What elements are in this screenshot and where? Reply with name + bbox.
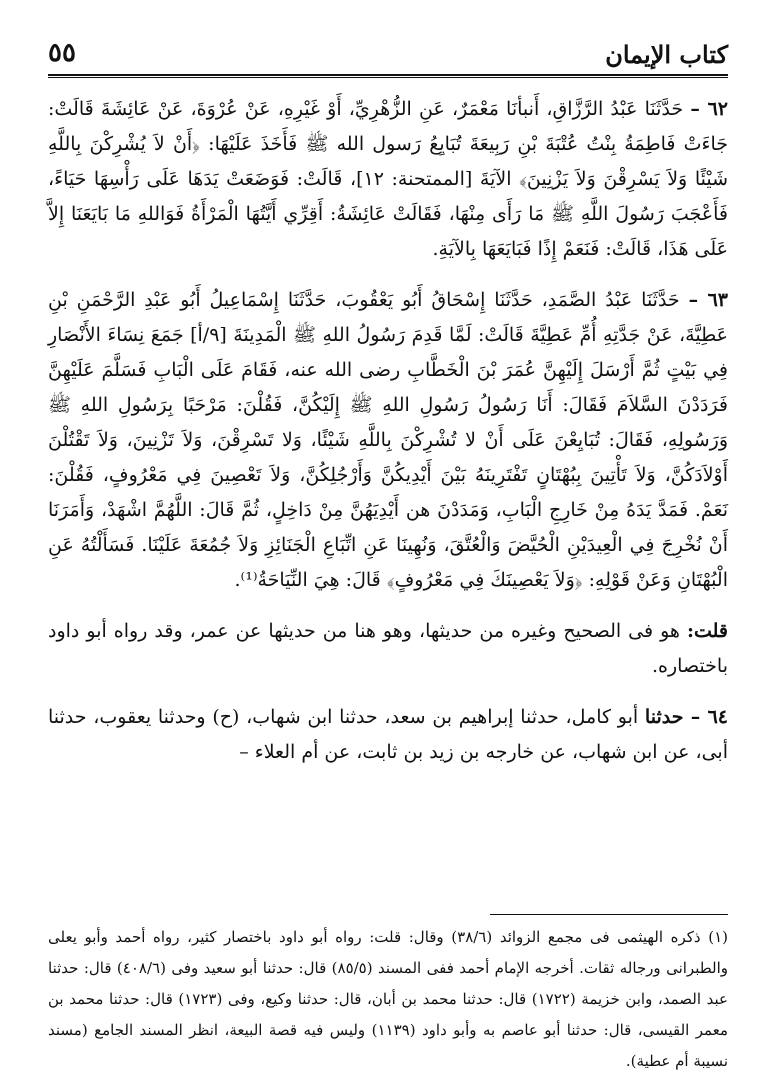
commentary-label: قلت: bbox=[686, 620, 728, 642]
book-title: كتاب الإيمان bbox=[605, 40, 728, 69]
header-rule-thin bbox=[48, 77, 728, 78]
footnote-rule bbox=[490, 914, 728, 915]
hadith-64 bbox=[48, 700, 728, 770]
hadith-number: ٦٣ – bbox=[688, 289, 728, 311]
commentary-text: هو فى الصحيح وغيره من حديثها، وهو هنا من حديثها عن عمر، وقد رواه أبو داود باختصاره. bbox=[48, 620, 728, 677]
page-body bbox=[48, 92, 728, 786]
page-header bbox=[48, 34, 728, 74]
hadith-62 bbox=[48, 92, 728, 267]
hadith-text: حَدَّثَنَا عَبْدُ الصَّمَدِ، حَدَّثَنَا إِسْحَاقُ أَبُو يَعْقُوبَ، حَدَّثَنَا إِسْمَاعِيلُ أَبُو عَبْدِ الرَّحْمَنِ بْنِ عَطِيَّةَ، عَنْ جَدَّتِهِ أُمِّ عَطِيَّةَ قَالَتْ: لَمَّا قَدِمَ رَسُولُ اللهِ ﷺ الْمَدِينَةَ [٩/أ] جَمَعَ نِسَاءَ الأَنْصَارِ فِي بَيْتٍ ثُمَّ أَرْسَلَ إِلَيْهِنَّ عُمَرَ بْنَ الْخَطَّابِ رضى الله عنه، فَقَامَ عَلَى الْبَابِ فَسَلَّمَ عَلَيْهِنَّ فَرَدَدْنَ السَّلاَمَ فَقَالَ: أَنَا رَسُولُ رَسُولِ اللهِ ﷺ إِلَيْكُنَّ، فَقُلْنَ: مَرْحَبًا بِرَسُولِ اللهِ ﷺ وَرَسُولِهِ، فَقَالَ: تُبَايِعْنَ عَلَى أَنْ لا تُشْرِكْنَ بِاللَّهِ شَيْئًا، وَلا تَسْرِقْنَ، وَلاَ تَزْنِينَ، وَلاَ تَقْتُلْنَ أَوْلاَدَكُنَّ، وَلاَ تَأْتِينَ بِبُهْتَانٍ تَفْتَرِينَهُ بَيْنَ أَيْدِيكُنَّ وَأَرْجُلِكُنَّ، وَلاَ تَعْصِينَ فِي مَعْرُوفٍ، فَقُلْنَ: نَعَمْ. فَمَدَّ يَدَهُ مِنْ خَارِجِ الْبَابِ، وَمَدَدْنَ هن أَيْدِيَهُنَّ مِنْ دَاخِلٍ، ثُمَّ قَالَ: اللَّهُمَّ اشْهَدْ، وَأَمَرَنَا أَنْ نُخْرِجَ فِي الْعِيدَيْنِ الْحُيَّضَ وَالْعُتَّقَ، وَنُهِينَا عَنِ اتِّبَاعِ الْجَنَائِزِ وَلاَ جُمُعَةَ عَلَيْنَا. فَسَأَلْتُهُ عَنِ الْبُهْتَانِ وَعَنْ قَوْلِهِ: ﴿وَلاَ يَعْصِينَكَ فِي مَعْرُوفٍ﴾ قَالَ: هِيَ النِّيَاحَةُ⁽¹⁾. bbox=[48, 289, 728, 591]
header-rule bbox=[48, 74, 728, 76]
hadith-number: ٦٤ – حدثنا bbox=[644, 706, 728, 728]
commentary bbox=[48, 614, 728, 684]
page-number: ٥٥ bbox=[48, 38, 76, 68]
hadith-number: ٦٢ – bbox=[690, 98, 728, 120]
footnote: (١) ذكره الهيثمى فى مجمع الزوائد (٣٨/٦) وقال: قلت: رواه أبو داود باختصار كثير، رواه أحمد وأبو يعلى والطبرانى ورجاله ثقات. أخرجه الإمام أحمد ففى المسند (٨٥/٥) قال: حدثنا أبو سعيد وفى (٤٠٨/٦) قال: حدثنا عبد الصمد، وابن خزيمة (١٧٢٢) قال: حدثنا محمد بن أبان، قال: حدثنا وكيع، وفى (١٧٢٣) قال: حدثنا محمد بن معمر القيسى، قال: حدثنا أبو عاصم به وأبو داود (١١٣٩) وليس فيه قصة البيعة، انظر المسند الجامع (مسند نسيبة أم عطية). bbox=[48, 928, 729, 1070]
hadith-text: أبو كامل، حدثنا إبراهيم بن سعد، حدثنا ابن شهاب، (ح) وحدثنا يعقوب، حدثنا أبى، عن ابن شهاب، عن خارجه بن زيد بن ثابت، عن أم العلاء – bbox=[48, 706, 728, 763]
hadith-text: حَدَّثَنَا عَبْدُ الرَّزَّاقِ، أَنبأنَا مَعْمَرٌ، عَنِ الزُّهْرِيِّ، أَوْ غَيْرِهِ، عَنْ عُرْوَةَ، عَنْ عَائِشَةَ قَالَتْ: جَاءَتْ فَاطِمَةُ بِنْتُ عُتْبَةَ بْنِ رَبِيعَةَ تُبَايِعُ رَسول الله ﷺ فَأَخَذَ عَلَيْهَا: ﴿أَنْ لاَ يُشْرِكْنَ بِاللَّهِ شَيْئًا وَلاَ يَسْرِقْنَ وَلاَ يَزْنِينَ﴾ الآيَةَ [الممتحنة: ١٢]، قَالَتْ: فَوَضَعَتْ يَدَهَا عَلَى رَأْسِهَا حَيَاءً، فَأَعْجَبَ رَسُولَ اللَّهِ ﷺ مَا رَأَى مِنْهَا، فَقَالَتْ عَائِشَةُ: أَقِرِّي أَيَّتُهَا الْمَرْأَةُ فَوَاللهِ مَا بَايَعَنَا إِلاَّ عَلَى هَذَا، قَالَتْ: فَنَعَمْ إِذًا فَبَايَعَهَا بِالآيَةِ. bbox=[48, 98, 728, 260]
hadith-63 bbox=[48, 283, 728, 598]
